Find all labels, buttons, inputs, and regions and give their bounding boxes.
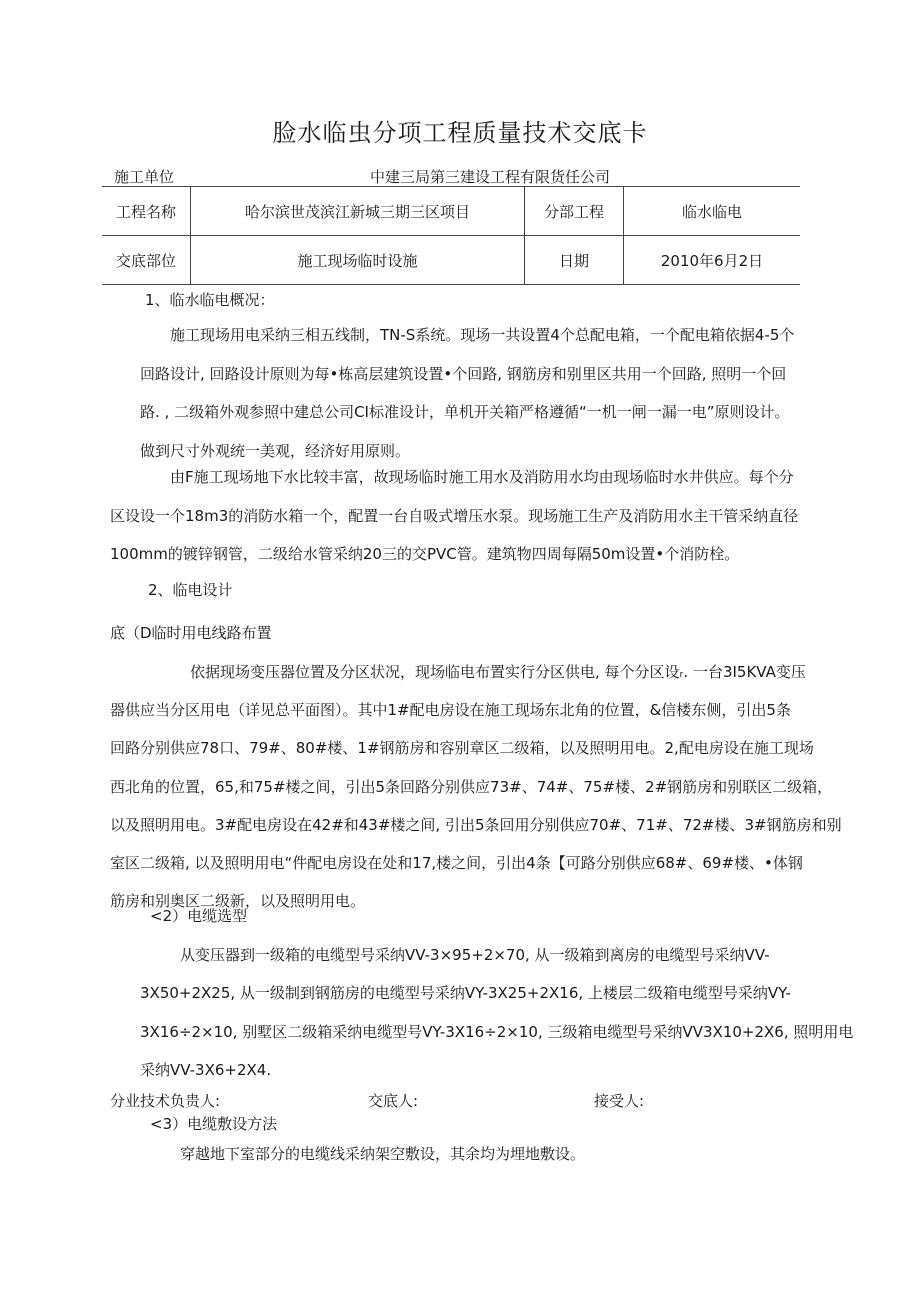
date-value: 2010年6月2日 — [624, 236, 801, 285]
paragraph-line: 由F施工现场地下水比较丰富，故现场临时施工用水及消防用水均由现场临时水井供应。每个分 — [170, 468, 794, 486]
paragraph-line: 筋房和别奥区二级新，以及照明用电。 — [110, 892, 366, 911]
paragraph-line: 区设设一个18m3的消防水箱一个，配置一台自吸式增压水泵。现场施工生产及消防用水主干管采纳直径 — [110, 506, 799, 525]
paragraph-line: 西北角的位置，65,和75#楼之间，引出5条回路分别供应73#、74#、75#楼、2#钢筋房和别联区二级箱， — [110, 777, 833, 796]
project-name-value: 哈尔滨世茂滨江新城三期三区项目 — [191, 187, 525, 236]
section1-para2 — [110, 458, 798, 574]
handover-location-value: 施工现场临时设施 — [191, 236, 525, 285]
table-row — [102, 187, 800, 236]
paragraph-line: 从变压器到一级箱的电缆型号采纳VV-3×95+2×70, 从一级箱到离房的电缆型号采纳VV- — [180, 946, 770, 964]
construction-unit-value: 中建三局第三建设工程有限货任公司 — [370, 168, 611, 186]
table-row — [102, 236, 800, 285]
construction-unit-label: 施工单位 — [114, 168, 175, 186]
section1-para1 — [140, 316, 794, 470]
section2-sub2-para — [140, 936, 853, 1089]
paragraph-line: 依据现场变压器位置及分区状况，现场临电布置实行分区供电, 每个分区设ᵣ. 一台3I5KVA变压 — [190, 663, 806, 681]
paragraph-line: 回路设计, 回路设计原则为每•栋高层建筑设置•个回路, 钢筋房和别里区共用一个回路, 照明一个回 — [140, 364, 787, 383]
paragraph-line: 室区二级箱, 以及照明用电“件配电房设在处和17,楼之间，引出4条【可路分别供应68#、69#楼、•体钢 — [110, 854, 803, 873]
signature-handover: 交底人: — [368, 1092, 419, 1110]
section2-sub3-para: 穿越地下室部分的电缆线采纳架空敷设，其余均为埋地敷设。 — [180, 1145, 586, 1163]
section2-heading: 2、临电设计 — [148, 581, 233, 599]
paragraph-line: 以及照明用电。3#配电房设在42#和43#楼之间, 引出5条回用分别供应70#、71#、72#楼、3#钢筋房和别 — [110, 815, 842, 834]
paragraph-line: 回路分别供应78口、79#、80#楼、1#钢筋房和容别章区二级箱，以及照明用电。2,配电房设在施工现场 — [110, 739, 814, 758]
paragraph-line: 3X50+2X25, 从一级制到钢筋房的电缆型号采纳VY-3X25+2X16, 上楼层二级箱电缆型号采纳VY- — [140, 984, 791, 1003]
date-label: 日期 — [525, 236, 624, 285]
paragraph-line: 3X16÷2×10, 别墅区二级箱采纳电缆型号VY-3X16÷2×10, 三级箱电缆型号采纳VV3X10+2X6, 照明用电 — [140, 1022, 854, 1041]
project-name-label: 工程名称 — [102, 187, 191, 236]
division-value: 临水临电 — [624, 187, 801, 236]
section1-heading: 1、临水临电概况： — [145, 291, 275, 309]
paragraph-line: 器供应当分区用电（详见总平面图）。其中1#配电房设在施工现场东北角的位置，&信楼东侧，引出5条 — [110, 701, 791, 720]
division-label: 分部工程 — [525, 187, 624, 236]
section2-sub1-para — [110, 653, 842, 920]
paragraph-line: 100mm的镀锌钢管，二级给水管采纳20三的交PVC管。建筑物四周每隔50m设置•个消防栓。 — [110, 545, 740, 563]
page-title: 脸水临虫分项工程质量技术交底卡 — [272, 119, 648, 147]
paragraph-line: 做到尺寸外观统一美观，经济好用原则。 — [140, 441, 411, 460]
section2-sub3-heading: <3）电缆敷设方法 — [150, 1115, 278, 1133]
paragraph-line: 路. , 二级箱外观参照中建总公司CI标准设计，单机开关箱严格遵循“一机一闸一漏一电”原则设计。 — [140, 403, 790, 421]
signature-receiver: 接受人: — [594, 1092, 645, 1110]
project-info-table — [102, 186, 800, 285]
paragraph-line: 施工现场用电采纳三相五线制，TN-S系统。现场一共设置4个总配电箱，一个配电箱依据4-5个 — [170, 326, 795, 344]
section2-sub1-heading: 底（D临时用电线路布置 — [110, 624, 272, 642]
paragraph-line: 采纳VV-3X6+2X4. — [140, 1060, 272, 1079]
handover-location-label: 交底部位 — [102, 236, 191, 285]
signature-tech-lead: 分业技术负贵人: — [110, 1092, 221, 1110]
section2-sub2-heading: <2）电缆选型 — [150, 907, 248, 925]
